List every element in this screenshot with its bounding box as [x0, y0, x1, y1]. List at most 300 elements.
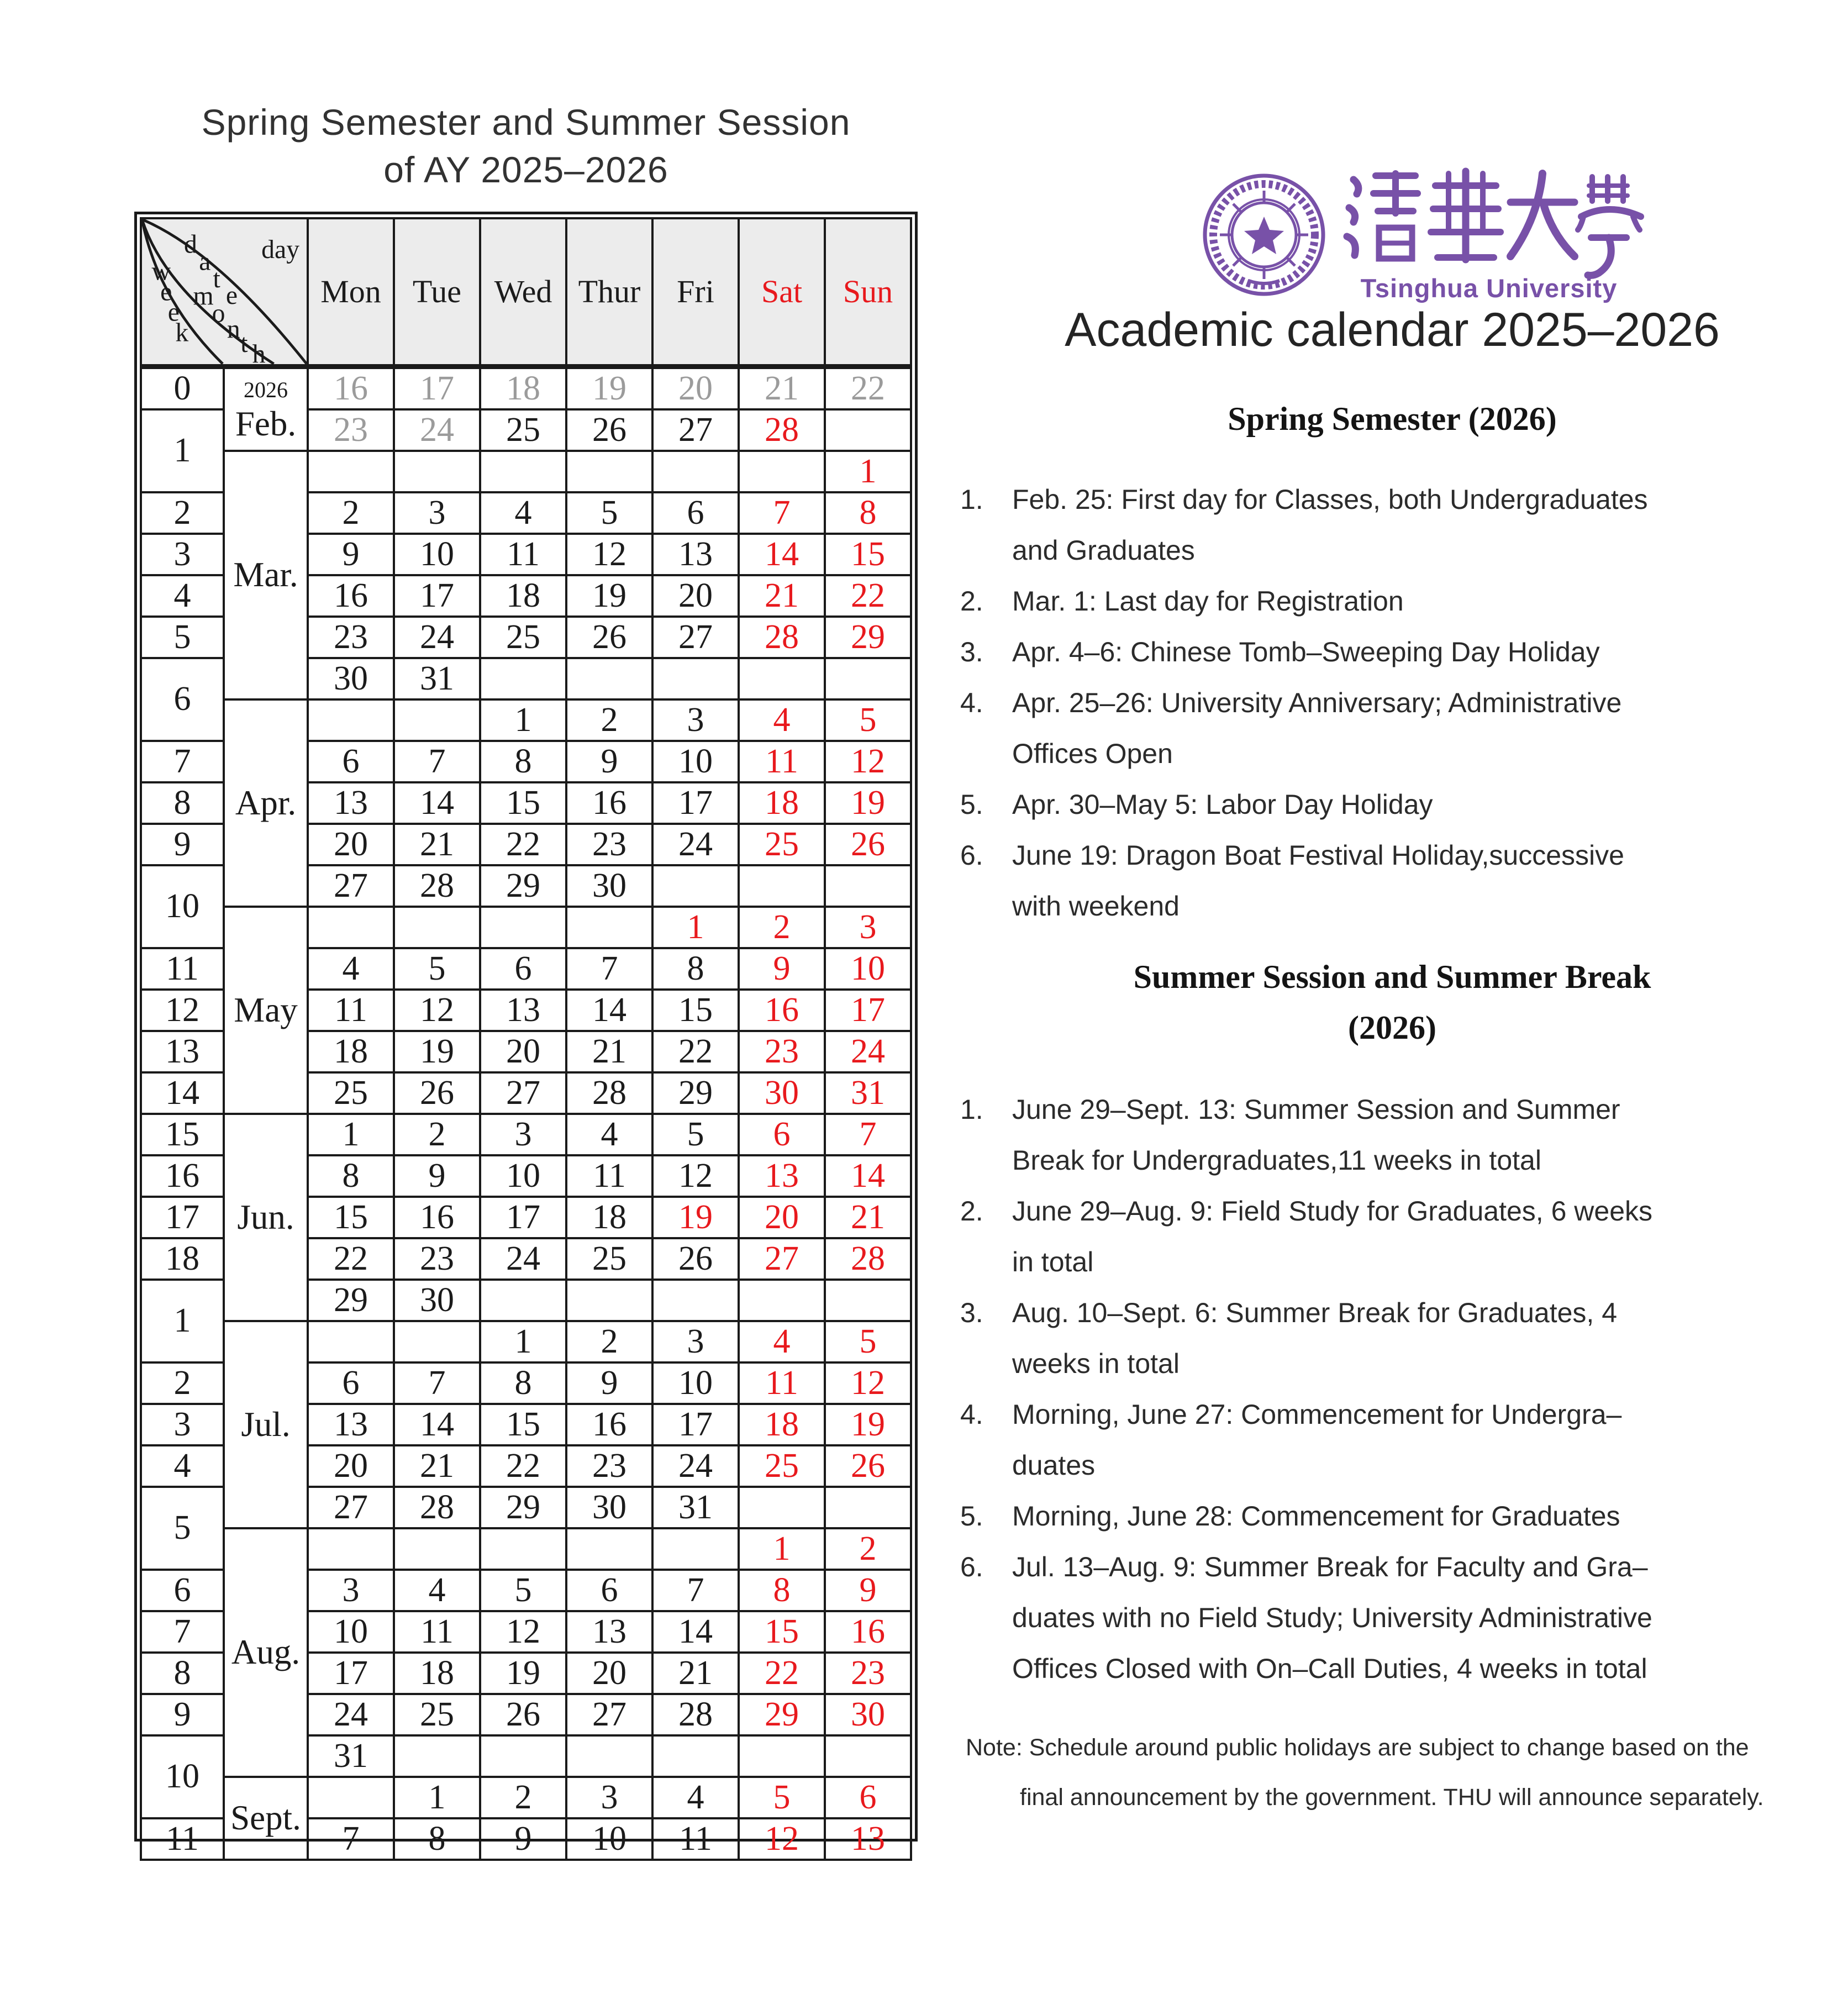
- corner-label-week-w: w: [151, 256, 171, 286]
- date-cell: 26: [566, 409, 652, 451]
- schedule-item-line: June 19: Dragon Boat Festival Holiday,successive: [1012, 840, 1624, 871]
- corner-label-week-e2: e: [167, 297, 180, 327]
- day-header-fri: Fri: [652, 218, 739, 366]
- date-cell: 1: [480, 699, 566, 741]
- date-cell: 20: [308, 824, 394, 865]
- date-cell: 4: [739, 1321, 825, 1362]
- empty-date-cell: [308, 1321, 394, 1362]
- empty-date-cell: [739, 451, 825, 492]
- month-cell: May: [224, 907, 308, 1114]
- date-cell: 17: [394, 366, 480, 409]
- schedule-item-line: Apr. 30–May 5: Labor Day Holiday: [1012, 789, 1433, 820]
- empty-date-cell: [652, 658, 739, 699]
- month-cell: Jul.: [224, 1321, 308, 1528]
- schedule-item-number: 6.: [960, 840, 983, 871]
- corner-label-date-a: a: [199, 246, 211, 276]
- week-number-cell: 14: [141, 1072, 224, 1114]
- date-cell: 24: [480, 1238, 566, 1280]
- date-cell: 3: [825, 907, 911, 948]
- date-cell: 7: [394, 1362, 480, 1404]
- date-cell: 8: [480, 741, 566, 782]
- date-cell: 28: [566, 1072, 652, 1114]
- empty-date-cell: [308, 1528, 394, 1570]
- schedule-item-number: 3.: [960, 1297, 983, 1328]
- date-cell: 6: [566, 1570, 652, 1611]
- date-cell: 2: [566, 699, 652, 741]
- schedule-item-line: June 29–Aug. 9: Field Study for Graduates, 6 weeks: [1012, 1196, 1653, 1227]
- date-cell: 27: [308, 1487, 394, 1528]
- date-cell: 24: [652, 1445, 739, 1487]
- date-cell: 7: [566, 948, 652, 990]
- schedule-item-number: 1.: [960, 1094, 983, 1125]
- day-header-thur: Thur: [566, 218, 652, 366]
- empty-date-cell: [652, 451, 739, 492]
- calendar-row: [141, 1777, 911, 1818]
- empty-date-cell: [480, 451, 566, 492]
- date-cell: 13: [652, 534, 739, 575]
- date-cell: 22: [480, 1445, 566, 1487]
- date-cell: 26: [394, 1072, 480, 1114]
- date-cell: 18: [739, 782, 825, 824]
- schedule-item-line: Mar. 1: Last day for Registration: [1012, 586, 1404, 617]
- date-cell: 1: [394, 1777, 480, 1818]
- date-cell: 19: [825, 782, 911, 824]
- date-cell: 30: [566, 865, 652, 907]
- date-cell: 22: [825, 575, 911, 617]
- date-cell: 23: [739, 1031, 825, 1072]
- date-cell: 14: [739, 534, 825, 575]
- date-cell: 14: [566, 990, 652, 1031]
- date-cell: 28: [825, 1238, 911, 1280]
- date-cell: 2: [566, 1321, 652, 1362]
- date-cell: 15: [480, 1404, 566, 1445]
- date-cell: 14: [394, 782, 480, 824]
- empty-date-cell: [394, 699, 480, 741]
- date-cell: 23: [308, 617, 394, 658]
- date-cell: 18: [308, 1031, 394, 1072]
- schedule-item: [960, 779, 1800, 830]
- week-number-cell: 5: [141, 1487, 224, 1570]
- schedule-item-line: duates: [1012, 1450, 1096, 1481]
- date-cell: 20: [739, 1197, 825, 1238]
- schedule-item-number: 6.: [960, 1551, 983, 1582]
- month-name-label: Feb.: [235, 404, 297, 443]
- week-number-cell: 7: [141, 1611, 224, 1653]
- date-cell: 8: [652, 948, 739, 990]
- week-number-cell: 2: [141, 1362, 224, 1404]
- schedule-item-line: Break for Undergraduates,11 weeks in total: [1012, 1145, 1541, 1176]
- date-cell: 28: [394, 865, 480, 907]
- date-cell: 15: [480, 782, 566, 824]
- date-cell: 18: [394, 1653, 480, 1694]
- empty-date-cell: [308, 1777, 394, 1818]
- date-cell: 19: [566, 575, 652, 617]
- spring-semester-heading: Spring Semester (2026): [1228, 401, 1557, 437]
- empty-date-cell: [825, 409, 911, 451]
- date-cell: 25: [480, 617, 566, 658]
- date-cell: 25: [566, 1238, 652, 1280]
- date-cell: 11: [739, 741, 825, 782]
- date-cell: 29: [825, 617, 911, 658]
- schedule-item-number: 5.: [960, 1501, 983, 1532]
- schedule-item-number: 3.: [960, 636, 983, 667]
- summer-session-list: [960, 1084, 1800, 1694]
- empty-date-cell: [739, 1487, 825, 1528]
- calendar-row: [141, 907, 911, 948]
- date-cell: 20: [566, 1653, 652, 1694]
- week-number-cell: 9: [141, 1694, 224, 1735]
- schedule-item: [960, 1389, 1800, 1491]
- date-cell: 28: [394, 1487, 480, 1528]
- empty-date-cell: [308, 699, 394, 741]
- date-cell: 15: [739, 1611, 825, 1653]
- date-cell: 4: [566, 1114, 652, 1155]
- date-cell: 6: [308, 1362, 394, 1404]
- date-cell: 2: [825, 1528, 911, 1570]
- month-cell: [224, 366, 308, 451]
- empty-date-cell: [566, 451, 652, 492]
- date-cell: 30: [739, 1072, 825, 1114]
- date-cell: 9: [566, 741, 652, 782]
- date-cell: 8: [394, 1818, 480, 1860]
- day-header-sun: Sun: [825, 218, 911, 366]
- date-cell: 17: [308, 1653, 394, 1694]
- date-cell: 3: [480, 1114, 566, 1155]
- date-cell: 28: [739, 409, 825, 451]
- schedule-item: [960, 1541, 1800, 1694]
- date-cell: 2: [308, 492, 394, 534]
- date-cell: 6: [480, 948, 566, 990]
- date-cell: 5: [652, 1114, 739, 1155]
- month-cell: Apr.: [224, 699, 308, 907]
- date-cell: 14: [394, 1404, 480, 1445]
- date-cell: 18: [480, 575, 566, 617]
- empty-date-cell: [566, 907, 652, 948]
- date-cell: 7: [308, 1818, 394, 1860]
- date-cell: 16: [394, 1197, 480, 1238]
- corner-label-month-o: o: [212, 298, 225, 328]
- week-number-cell: 17: [141, 1197, 224, 1238]
- date-cell: 10: [480, 1155, 566, 1197]
- schedule-item: [960, 1287, 1800, 1389]
- day-header-wed: Wed: [480, 218, 566, 366]
- date-cell: 30: [308, 658, 394, 699]
- footnote-line2: final announcement by the government. THU will announce separately.: [1020, 1784, 1764, 1811]
- date-cell: 5: [394, 948, 480, 990]
- month-year-label: 2026: [244, 377, 288, 402]
- date-cell: 8: [480, 1362, 566, 1404]
- date-cell: 11: [394, 1611, 480, 1653]
- week-number-cell: 10: [141, 865, 224, 948]
- week-number-cell: 18: [141, 1238, 224, 1280]
- week-number-cell: 11: [141, 948, 224, 990]
- date-cell: 16: [739, 990, 825, 1031]
- corner-diagonal-graphic: [142, 219, 307, 364]
- date-cell: 16: [825, 1611, 911, 1653]
- corner-header-cell: [141, 218, 308, 366]
- date-cell: 21: [739, 575, 825, 617]
- date-cell: 12: [825, 741, 911, 782]
- date-cell: 9: [480, 1818, 566, 1860]
- week-number-cell: 9: [141, 824, 224, 865]
- empty-date-cell: [652, 1528, 739, 1570]
- schedule-item: [960, 1084, 1800, 1186]
- date-cell: 15: [825, 534, 911, 575]
- corner-label-month-h: h: [252, 339, 266, 364]
- date-cell: 23: [308, 409, 394, 451]
- date-cell: 18: [566, 1197, 652, 1238]
- spring-semester-list: [960, 474, 1800, 932]
- empty-date-cell: [739, 1280, 825, 1321]
- table-title-line2: of AY 2025–2026: [383, 149, 668, 190]
- day-header-tue: Tue: [394, 218, 480, 366]
- date-cell: 12: [566, 534, 652, 575]
- date-cell: 7: [652, 1570, 739, 1611]
- date-cell: 24: [394, 409, 480, 451]
- tsinghua-logo: [1188, 155, 1674, 315]
- week-number-cell: 16: [141, 1155, 224, 1197]
- calendar-header-row: [141, 218, 911, 366]
- empty-date-cell: [825, 865, 911, 907]
- empty-date-cell: [394, 1528, 480, 1570]
- date-cell: 11: [566, 1155, 652, 1197]
- date-cell: 21: [652, 1653, 739, 1694]
- date-cell: 16: [566, 1404, 652, 1445]
- tsinghua-chinese-calligraphy: [1347, 171, 1641, 276]
- week-number-cell: 5: [141, 617, 224, 658]
- date-cell: 21: [394, 1445, 480, 1487]
- date-cell: 26: [825, 1445, 911, 1487]
- date-cell: 1: [739, 1528, 825, 1570]
- date-cell: 2: [480, 1777, 566, 1818]
- schedule-item-line: Feb. 25: First day for Classes, both Undergraduates: [1012, 484, 1648, 515]
- date-cell: 24: [652, 824, 739, 865]
- date-cell: 12: [652, 1155, 739, 1197]
- date-cell: 25: [739, 824, 825, 865]
- date-cell: 28: [652, 1694, 739, 1735]
- empty-date-cell: [825, 658, 911, 699]
- date-cell: 4: [652, 1777, 739, 1818]
- date-cell: 23: [825, 1653, 911, 1694]
- month-cell: Aug.: [224, 1528, 308, 1777]
- date-cell: 26: [480, 1694, 566, 1735]
- date-cell: 31: [825, 1072, 911, 1114]
- date-cell: 10: [652, 741, 739, 782]
- empty-date-cell: [308, 907, 394, 948]
- date-cell: 22: [825, 366, 911, 409]
- date-cell: 31: [652, 1487, 739, 1528]
- empty-date-cell: [480, 1280, 566, 1321]
- schedule-item-number: 1.: [960, 484, 983, 515]
- date-cell: 5: [825, 1321, 911, 1362]
- date-cell: 22: [739, 1653, 825, 1694]
- date-cell: 29: [480, 865, 566, 907]
- empty-date-cell: [480, 658, 566, 699]
- date-cell: 5: [566, 492, 652, 534]
- empty-date-cell: [739, 658, 825, 699]
- date-cell: 1: [308, 1114, 394, 1155]
- date-cell: 12: [739, 1818, 825, 1860]
- schedule-item-line: duates with no Field Study; University Administrative: [1012, 1602, 1652, 1633]
- week-number-cell: 4: [141, 1445, 224, 1487]
- month-cell: Sept.: [224, 1777, 308, 1860]
- date-cell: 20: [652, 366, 739, 409]
- date-cell: 11: [652, 1818, 739, 1860]
- week-number-cell: 8: [141, 782, 224, 824]
- date-cell: 6: [652, 492, 739, 534]
- date-cell: 3: [652, 699, 739, 741]
- week-number-cell: 15: [141, 1114, 224, 1155]
- schedule-item-line: Morning, June 28: Commencement for Graduates: [1012, 1501, 1620, 1532]
- date-cell: 19: [652, 1197, 739, 1238]
- schedule-item: [960, 1491, 1800, 1541]
- date-cell: 15: [308, 1197, 394, 1238]
- schedule-item-line: Apr. 25–26: University Anniversary; Administrative: [1012, 687, 1622, 718]
- tsinghua-seal-icon: [1205, 176, 1323, 294]
- date-cell: 12: [825, 1362, 911, 1404]
- date-cell: 26: [825, 824, 911, 865]
- date-cell: 18: [739, 1404, 825, 1445]
- date-cell: 3: [652, 1321, 739, 1362]
- calendar-row: [141, 699, 911, 741]
- empty-date-cell: [739, 865, 825, 907]
- corner-label-day: day: [261, 235, 300, 265]
- date-cell: 8: [739, 1570, 825, 1611]
- week-number-cell: 13: [141, 1031, 224, 1072]
- date-cell: 7: [394, 741, 480, 782]
- date-cell: 20: [480, 1031, 566, 1072]
- schedule-item-line: weeks in total: [1012, 1348, 1180, 1379]
- empty-date-cell: [394, 907, 480, 948]
- week-number-cell: 1: [141, 409, 224, 492]
- date-cell: 3: [308, 1570, 394, 1611]
- date-cell: 30: [394, 1280, 480, 1321]
- date-cell: 12: [394, 990, 480, 1031]
- date-cell: 31: [308, 1735, 394, 1777]
- date-cell: 13: [480, 990, 566, 1031]
- corner-label-month-t: t: [240, 328, 248, 359]
- date-cell: 20: [652, 575, 739, 617]
- empty-date-cell: [394, 1735, 480, 1777]
- empty-date-cell: [566, 1528, 652, 1570]
- date-cell: 9: [566, 1362, 652, 1404]
- week-number-cell: 2: [141, 492, 224, 534]
- corner-label-date-e: e: [225, 281, 238, 311]
- schedule-item-line: Apr. 4–6: Chinese Tomb–Sweeping Day Holiday: [1012, 636, 1600, 667]
- date-cell: 10: [825, 948, 911, 990]
- summer-heading-line1: Summer Session and Summer Break: [1133, 959, 1651, 995]
- date-cell: 13: [739, 1155, 825, 1197]
- empty-date-cell: [652, 865, 739, 907]
- date-cell: 16: [566, 782, 652, 824]
- date-cell: 9: [308, 534, 394, 575]
- month-cell: Jun.: [224, 1114, 308, 1321]
- schedule-item-line: and Graduates: [1012, 535, 1195, 566]
- date-cell: 23: [566, 1445, 652, 1487]
- summer-session-heading: [934, 951, 1848, 1053]
- date-cell: 6: [739, 1114, 825, 1155]
- date-cell: 23: [394, 1238, 480, 1280]
- date-cell: 2: [739, 907, 825, 948]
- schedule-item: [960, 576, 1800, 627]
- schedule-item: [960, 677, 1800, 779]
- empty-date-cell: [825, 1487, 911, 1528]
- corner-label-date-d: d: [183, 229, 197, 259]
- week-number-cell: 4: [141, 575, 224, 617]
- date-cell: 4: [480, 492, 566, 534]
- date-cell: 27: [308, 865, 394, 907]
- empty-date-cell: [566, 658, 652, 699]
- date-cell: 17: [480, 1197, 566, 1238]
- calendar-row: [141, 1114, 911, 1155]
- calendar-table: [140, 217, 912, 1861]
- date-cell: 7: [739, 492, 825, 534]
- footnote-line1: Note: Schedule around public holidays are subject to change based on the: [966, 1734, 1749, 1761]
- date-cell: 3: [394, 492, 480, 534]
- date-cell: 29: [480, 1487, 566, 1528]
- table-title-line1: Spring Semester and Summer Session: [201, 102, 851, 143]
- date-cell: 1: [652, 907, 739, 948]
- week-number-cell: 8: [141, 1653, 224, 1694]
- date-cell: 12: [480, 1611, 566, 1653]
- date-cell: 4: [308, 948, 394, 990]
- date-cell: 24: [394, 617, 480, 658]
- date-cell: 13: [566, 1611, 652, 1653]
- date-cell: 22: [480, 824, 566, 865]
- date-cell: 2: [394, 1114, 480, 1155]
- date-cell: 1: [480, 1321, 566, 1362]
- date-cell: 29: [739, 1694, 825, 1735]
- summer-heading-line2: (2026): [1348, 1009, 1436, 1046]
- schedule-item-line: Aug. 10–Sept. 6: Summer Break for Graduates, 4: [1012, 1297, 1618, 1328]
- date-cell: 7: [825, 1114, 911, 1155]
- empty-date-cell: [308, 451, 394, 492]
- date-cell: 19: [394, 1031, 480, 1072]
- week-number-cell: 11: [141, 1818, 224, 1860]
- week-number-cell: 6: [141, 1570, 224, 1611]
- date-cell: 24: [825, 1031, 911, 1072]
- week-number-cell: 6: [141, 658, 224, 741]
- week-number-cell: 10: [141, 1735, 224, 1818]
- empty-date-cell: [652, 1735, 739, 1777]
- date-cell: 23: [566, 824, 652, 865]
- date-cell: 21: [825, 1197, 911, 1238]
- schedule-item-line: Offices Closed with On–Call Duties, 4 weeks in total: [1012, 1653, 1647, 1684]
- date-cell: 27: [739, 1238, 825, 1280]
- schedule-item-line: June 29–Sept. 13: Summer Session and Summer: [1012, 1094, 1620, 1125]
- date-cell: 30: [825, 1694, 911, 1735]
- schedule-item: [960, 627, 1800, 677]
- date-cell: 1: [825, 451, 911, 492]
- date-cell: 25: [394, 1694, 480, 1735]
- week-number-cell: 3: [141, 1404, 224, 1445]
- date-cell: 9: [394, 1155, 480, 1197]
- week-number-cell: 7: [141, 741, 224, 782]
- date-cell: 5: [825, 699, 911, 741]
- schedule-item: [960, 474, 1800, 576]
- date-cell: 9: [825, 1570, 911, 1611]
- schedule-item-line: Morning, June 27: Commencement for Undergra–: [1012, 1399, 1622, 1430]
- empty-date-cell: [825, 1735, 911, 1777]
- week-number-cell: 1: [141, 1280, 224, 1362]
- date-cell: 30: [566, 1487, 652, 1528]
- schedule-item-number: 5.: [960, 789, 983, 820]
- table-title: [134, 98, 918, 193]
- date-cell: 27: [480, 1072, 566, 1114]
- day-header-sat: Sat: [739, 218, 825, 366]
- date-cell: 25: [308, 1072, 394, 1114]
- page-title: Academic calendar 2025–2026: [1065, 303, 1720, 356]
